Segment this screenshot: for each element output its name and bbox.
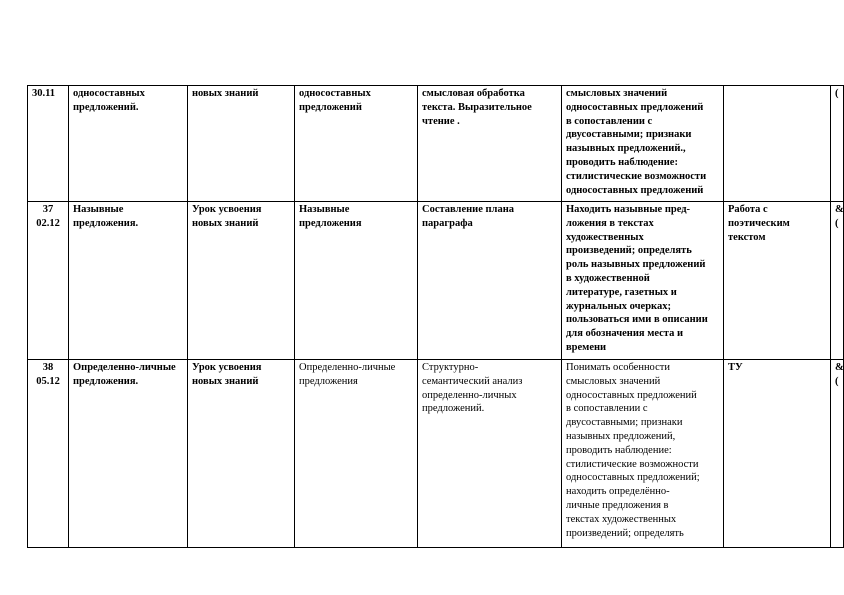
skills-line: проводить наблюдение: [566, 444, 672, 456]
lesson-type-cell [188, 360, 295, 548]
activity-line: Составление плана [422, 204, 514, 215]
lesson-number: 37 [42, 204, 54, 215]
skills-line: текстах художественных [566, 513, 677, 525]
skills-line: двусоставными; признаки [566, 129, 692, 141]
skills-line: в сопоставлении с [566, 403, 648, 415]
lesson-type-cell [188, 86, 295, 202]
extra-text: ( [835, 217, 839, 229]
control-line: Работа с [728, 204, 768, 215]
lesson-number: 30.11 [32, 88, 56, 99]
skills-line: литературе, газетных и [566, 286, 677, 298]
skills-line: смысловых значений [566, 88, 668, 99]
skills-line: назывных предложений, [566, 430, 676, 442]
skills-cell [562, 202, 724, 360]
skills-line: смысловых значений [566, 375, 661, 387]
skills-line: роль назывных предложений [566, 259, 706, 271]
skills-line: ложения в текстах [566, 217, 654, 229]
skills-line: стилистические возможности [566, 170, 707, 182]
topic-line: Назывные [73, 204, 124, 215]
skills-line: произведений; определять [566, 245, 692, 257]
skills-line: стилистические возможности [566, 458, 699, 470]
skills-line: односоставных предложений [566, 389, 697, 401]
concepts-line: Определенно-личные [299, 362, 396, 373]
skills-line: проводить наблюдение: [566, 156, 678, 168]
skills-line: журнальных очерках; [566, 300, 671, 312]
lesson-number-cell [28, 86, 69, 202]
topic-cell [69, 202, 188, 360]
control-cell [724, 360, 831, 548]
table-row [28, 202, 844, 360]
control-cell [724, 202, 831, 360]
topic-line: предложений. [73, 101, 139, 113]
table-row [28, 360, 844, 548]
topic-line: односоставных [73, 88, 145, 99]
skills-line: назывных предложений., [566, 143, 686, 155]
lesson-number-cell [28, 360, 69, 548]
topic-line: предложения. [73, 375, 139, 387]
skills-cell [562, 86, 724, 202]
extra-text: ( [835, 375, 839, 387]
topic-line: Определенно-личные [73, 362, 176, 373]
extra-cell [831, 360, 844, 548]
lesson-type-cell [188, 202, 295, 360]
lesson-type-line: новых знаний [192, 88, 259, 99]
lesson-type-line: новых знаний [192, 217, 259, 229]
skills-line: Находить назывные пред- [566, 204, 691, 215]
extra-text: & [835, 204, 844, 215]
concepts-line: односоставных [299, 88, 371, 99]
control-line: текстом [728, 231, 766, 243]
topic-cell [69, 360, 188, 548]
lesson-plan-table [27, 85, 844, 548]
concepts-line: Назывные [299, 204, 350, 215]
skills-line: художественных [566, 231, 644, 243]
extra-text: ( [835, 88, 839, 99]
table-row [28, 86, 844, 202]
extra-cell [831, 86, 844, 202]
activity-line: смысловая обработка [422, 88, 525, 99]
lesson-type-line: Урок усвоения [192, 362, 262, 373]
skills-line: находить определённо- [566, 486, 670, 498]
activity-cell [418, 202, 562, 360]
lesson-number: 38 [42, 362, 54, 373]
skills-line: односоставных предложений [566, 184, 704, 196]
concepts-cell [295, 360, 418, 548]
concepts-cell [295, 202, 418, 360]
activity-line: семантический анализ [422, 375, 523, 387]
skills-line: односоставных предложений [566, 101, 704, 113]
control-cell [724, 86, 831, 202]
skills-line: для обозначения места и [566, 328, 684, 340]
lesson-date: 05.12 [36, 375, 60, 387]
activity-cell [418, 360, 562, 548]
activity-line: текста. Выразительное [422, 101, 532, 113]
topic-line: предложения. [73, 217, 139, 229]
skills-line: Понимать особенности [566, 362, 670, 373]
activity-line: чтение . [422, 115, 460, 127]
skills-line: односоставных предложений; [566, 472, 700, 484]
lesson-date: 02.12 [36, 217, 60, 229]
activity-line: Структурно- [422, 362, 479, 373]
concepts-line: предложения [299, 375, 358, 387]
skills-line: времени [566, 341, 607, 353]
control-line: поэтическим [728, 217, 790, 229]
topic-cell [69, 86, 188, 202]
lesson-number-cell [28, 202, 69, 360]
lesson-type-line: Урок усвоения [192, 204, 262, 215]
skills-line: личные предложения в [566, 499, 669, 511]
skills-line: произведений; определять [566, 527, 684, 539]
concepts-line: предложения [299, 217, 362, 229]
activity-line: параграфа [422, 217, 473, 229]
concepts-line: предложений [299, 101, 362, 113]
extra-cell [831, 202, 844, 360]
control-line: ТУ [728, 362, 743, 373]
skills-line: двусоставными; признаки [566, 417, 683, 429]
activity-line: предложений. [422, 403, 485, 415]
skills-line: в художественной [566, 272, 650, 284]
activity-cell [418, 86, 562, 202]
skills-line: в сопоставлении с [566, 115, 653, 127]
extra-text: & [835, 362, 844, 373]
skills-cell [562, 360, 724, 548]
skills-line: пользоваться ими в описании [566, 314, 708, 326]
concepts-cell [295, 86, 418, 202]
activity-line: определенно-личных [422, 389, 517, 401]
lesson-type-line: новых знаний [192, 375, 259, 387]
